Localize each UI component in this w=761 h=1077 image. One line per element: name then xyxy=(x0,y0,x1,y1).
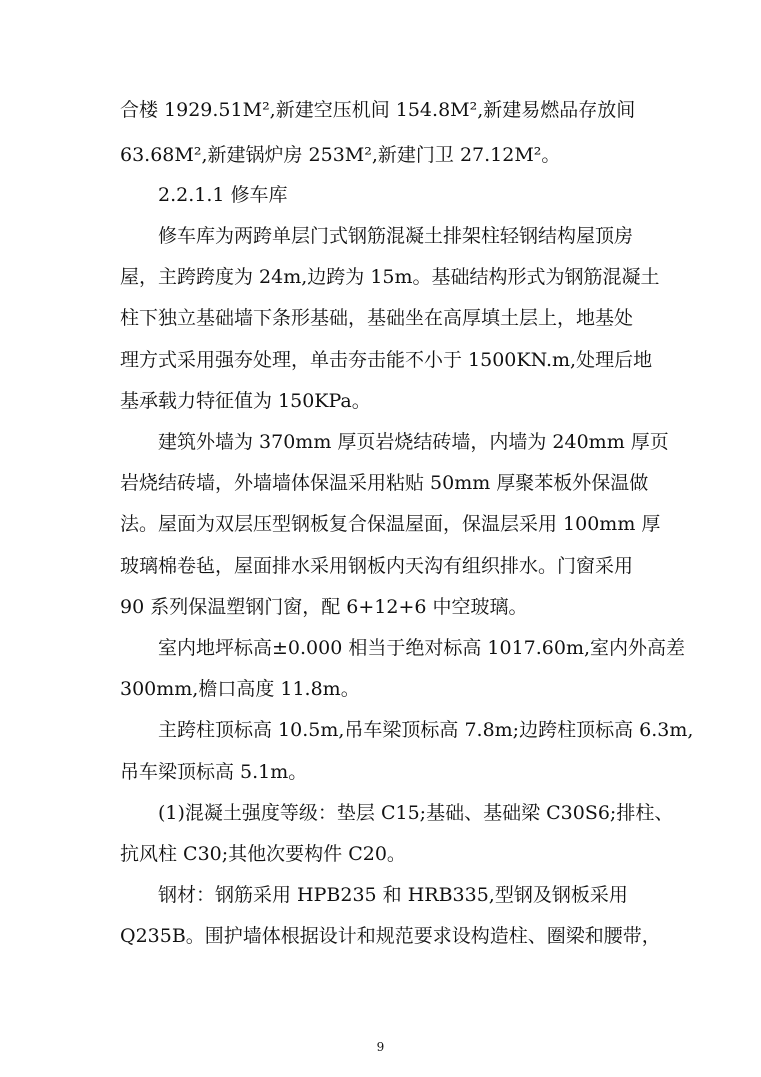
text-line-5: 屋，主跨跨度为 24m,边跨为 15m。基础结构形式为钢筋混凝土 xyxy=(120,266,660,288)
text-line-15: 300mm,檐口高度 11.8m。 xyxy=(120,678,360,700)
text-line-1: 合楼 1929.51M²,新建空压机间 154.8M²,新建易燃品存放间 xyxy=(120,99,636,121)
text-line-4: 修车库为两跨单层门式钢筋混凝土排架柱轻钢结构屋顶房 xyxy=(158,225,634,247)
text-line-2: 63.68M²,新建锅炉房 253M²,新建门卫 27.12M²。 xyxy=(120,144,561,166)
text-line-20: 钢材：钢筋采用 HPB235 和 HRB335,型钢及钢板采用 xyxy=(158,884,628,906)
text-line-9: 建筑外墙为 370mm 厚页岩烧结砖墙，内墙为 240mm 厚页 xyxy=(158,431,669,453)
text-line-11: 法。屋面为双层压型钢板复合保温屋面，保温层采用 100mm 厚 xyxy=(120,513,661,535)
text-line-19: 抗风柱 C30;其他次要构件 C20。 xyxy=(120,843,406,865)
section-heading: 2.2.1.1 修车库 xyxy=(158,184,288,206)
text-line-6: 柱下独立基础墙下条形基础，基础坐在高厚填土层上，地基处 xyxy=(120,307,634,329)
page-number: 9 xyxy=(376,1040,385,1054)
text-line-8: 基承载力特征值为 150KPa。 xyxy=(120,390,371,412)
text-line-17: 吊车梁顶标高 5.1m。 xyxy=(120,761,308,783)
text-line-7: 理方式采用强夯处理，单击夯击能不小于 1500KN.m,处理后地 xyxy=(120,349,653,371)
text-line-13: 90 系列保温塑钢门窗，配 6+12+6 中空玻璃。 xyxy=(120,596,528,618)
text-line-12: 玻璃棉卷毡，屋面排水采用钢板内天沟有组织排水。门窗采用 xyxy=(120,555,634,577)
text-line-14: 室内地坪标高±0.000 相当于绝对标高 1017.60m,室内外高差 xyxy=(158,637,686,659)
text-line-16: 主跨柱顶标高 10.5m,吊车梁顶标高 7.8m;边跨柱顶标高 6.3m, xyxy=(158,719,694,741)
text-line-18: (1)混凝土强度等级：垫层 C15;基础、基础梁 C30S6;排柱、 xyxy=(158,802,674,824)
text-line-10: 岩烧结砖墙，外墙墙体保温采用粘贴 50mm 厚聚苯板外保温做 xyxy=(120,472,649,494)
text-line-21: Q235B。围护墙体根据设计和规范要求设构造柱、圈梁和腰带， xyxy=(120,925,661,947)
